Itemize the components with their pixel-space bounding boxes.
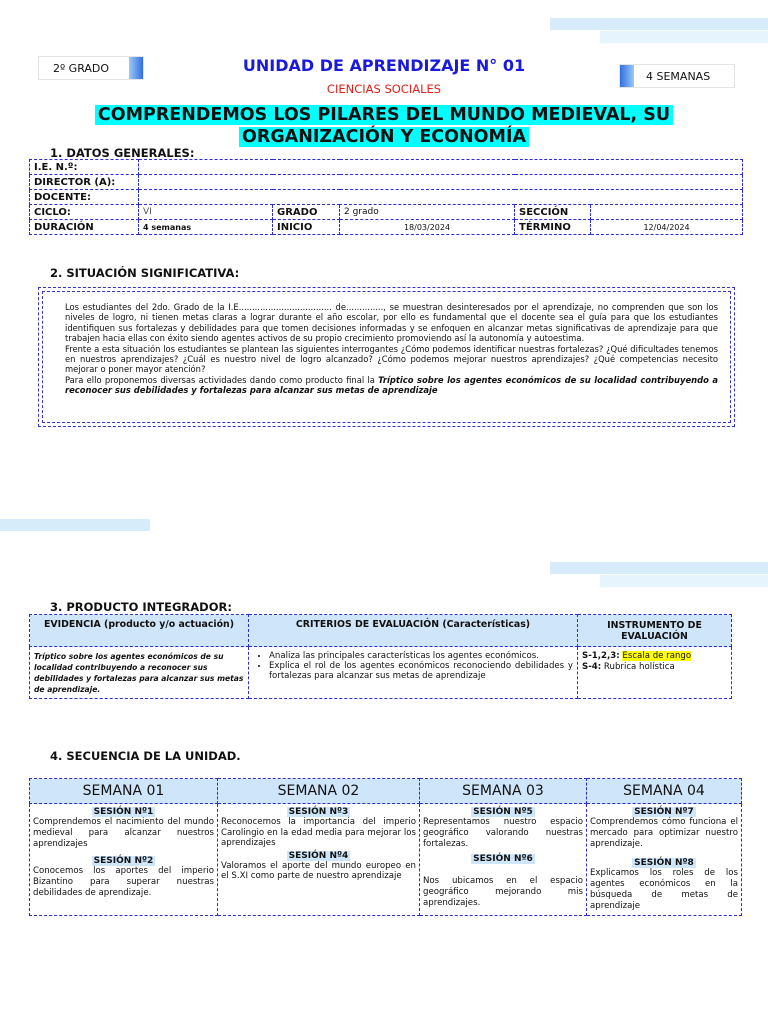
- termino-label: TÉRMINO: [515, 220, 591, 235]
- section-title-datos-generales: 1. DATOS GENERALES:: [50, 146, 195, 160]
- session-1-text: Comprendemos el nacimiento del mundo medieval para alcanzar nuestros aprendizajes: [33, 817, 214, 849]
- course-name: CIENCIAS SOCIALES: [326, 82, 442, 96]
- list-item: • Explica el rol de los agentes económicos reconociendo debilidades y fortalezas para alcanzar sus metas de aprendizaje: [269, 661, 573, 681]
- session-title: [221, 851, 416, 861]
- main-title-line-2: ORGANIZACIÓN Y ECONOMÍA: [239, 127, 529, 147]
- docente-value: [139, 190, 743, 205]
- section-title-producto: 3. PRODUCTO INTEGRADOR:: [50, 600, 232, 614]
- session-6-name: SESIÓN Nº6: [473, 854, 533, 864]
- decorative-band-top-2: [600, 31, 768, 43]
- ciclo-label: CICLO:: [30, 205, 139, 220]
- session-2-name: SESIÓN Nº2: [93, 856, 154, 866]
- instrumento-line-2: [582, 662, 727, 673]
- duracion-value: 4 semanas: [139, 220, 273, 235]
- instrumento-line-1: [582, 651, 727, 662]
- producto-table: [29, 614, 732, 699]
- session-title: [33, 807, 214, 817]
- weeks-badge-label: 4 SEMANAS: [646, 69, 711, 83]
- session-7-text: Comprendemos cómo funciona el mercado para optimizar nuestro aprendizaje.: [590, 817, 738, 849]
- table-row: [30, 175, 743, 190]
- table-row: [30, 804, 742, 916]
- inicio-label: INICIO: [273, 220, 340, 235]
- session-3-name: SESIÓN Nº3: [288, 807, 349, 817]
- seccion-value: [591, 205, 743, 220]
- situacion-box-outer: [38, 287, 735, 427]
- session-5-name: SESIÓN Nº5: [473, 807, 533, 817]
- session-title: [423, 807, 583, 817]
- situacion-product-name: Tríptico sobre los agentes económicos de su localidad contribuyendo a reconocer sus debilidades y fortalezas para alcanzar sus metas de aprendizaje: [65, 374, 718, 396]
- instrumento-2-label: S-4:: [582, 662, 602, 672]
- session-4-name: SESIÓN Nº4: [288, 850, 349, 861]
- instrumento-cell: [578, 647, 732, 699]
- session-7-name: SESIÓN Nº7: [634, 807, 694, 817]
- section-title-situacion: 2. SITUACIÓN SIGNIFICATIVA:: [50, 266, 240, 280]
- table-row: [30, 220, 743, 235]
- session-1-name: SESIÓN Nº1: [93, 807, 154, 817]
- list-item: • Analiza las principales características los agentes económicos.: [269, 651, 573, 661]
- criterios-cell: [249, 647, 578, 699]
- director-value: [139, 175, 743, 190]
- decorative-band-mid-right-2: [600, 575, 768, 587]
- table-header-row: [30, 779, 742, 804]
- secuencia-table: [29, 778, 742, 916]
- datos-generales-table: [29, 159, 743, 235]
- session-title: [33, 856, 214, 866]
- inicio-value: 18/03/2024: [340, 220, 515, 235]
- duracion-label: DURACIÓN: [30, 220, 139, 235]
- week-2-header: SEMANA 02: [218, 779, 420, 804]
- week-4-cell: [587, 804, 742, 916]
- session-title: [423, 854, 583, 864]
- grado-value: 2 grado: [340, 205, 515, 220]
- ie-value: [139, 160, 743, 175]
- decorative-band-mid-left: [0, 519, 150, 531]
- main-title: [0, 104, 768, 148]
- situacion-paragraph-2: Frente a esta situación los estudiantes se plantean las siguientes interrogantes ¿Cómo podemos identificar nuestras fortalezas? ¿Qué dificultades tenemos en nuestros aprendizajes? ¿Cuál es nuestro nivel de logro alcanzado? ¿Cómo podemos mejorar nuestros aprendizajes? ¿Qué competencias necesito mejorar o poner mayor atención?: [65, 343, 718, 375]
- situacion-paragraph-3: [65, 375, 718, 396]
- seccion-label: SECCIÓN: [515, 205, 591, 220]
- week-2-cell: [218, 804, 420, 916]
- session-6-text: Nos ubicamos en el espacio geográfico mejorando mis aprendizajes.: [423, 876, 583, 908]
- session-title: [590, 807, 738, 817]
- instrumento-2-value: Rubrica holística: [603, 662, 675, 672]
- session-title: [590, 858, 738, 868]
- situacion-box: [42, 291, 731, 423]
- unit-title: UNIDAD DE APRENDIZAJE N° 01: [242, 56, 526, 75]
- ciclo-value: VI: [139, 205, 273, 220]
- criterios-list: [253, 651, 573, 681]
- decorative-band-top: [550, 18, 768, 30]
- table-row: [30, 160, 743, 175]
- termino-value: 12/04/2024: [591, 220, 743, 235]
- evidencia-text: Tríptico sobre los agentes económicos de su localidad contribuyendo a reconocer sus debilidades y fortalezas para alcanzar sus metas de aprendizaje.: [34, 652, 244, 694]
- table-header-row: [30, 615, 732, 647]
- table-row: [30, 647, 732, 699]
- session-3-text: Reconocemos la importancia del imperio Carolingio en la edad media para mejorar los aprendizajes: [221, 817, 416, 848]
- ie-label: I.E. N.º:: [30, 160, 139, 175]
- session-5-text: Representamos nuestro espacio geográfico valorando nuestras fortalezas.: [423, 817, 583, 849]
- table-row: [30, 205, 743, 220]
- week-3-header: SEMANA 03: [420, 779, 587, 804]
- week-1-cell: [30, 804, 218, 916]
- session-4-text: Valoramos el aporte del mundo europeo en el S.XI como parte de nuestro aprendizaje: [221, 860, 416, 881]
- session-title: [221, 807, 416, 817]
- grado-label: GRADO: [273, 205, 340, 220]
- situacion-paragraph-3-text: Para ello proponemos diversas actividades dando como producto final la: [65, 374, 379, 385]
- header-criterios: CRITERIOS DE EVALUACIÓN (Características): [249, 615, 578, 647]
- week-3-cell: [420, 804, 587, 916]
- situacion-paragraph-1: Los estudiantes del 2do. Grado de la I.E................................... de.............., se muestran desinteresados por el aprendizaje, no comprenden que son los niveles de logro, ni tienen metas claras a lograr durante el año escolar, por ello es fundamental que el docente sea el guía para que los estudiantes identifiquen sus fortalezas y debilidades para que tomen decisiones informadas y se enfoquen en alcanzar metas significativas de aprendizaje para que trabajen hacia ellas con éxito siendo agentes activos de su propio crecimiento promoviendo así la autonomía y autoestima.: [65, 302, 718, 344]
- docente-label: DOCENTE:: [30, 190, 139, 205]
- decorative-band-mid-right: [550, 562, 768, 574]
- header-instrumento: INSTRUMENTO DE EVALUACIÓN: [578, 615, 732, 647]
- week-4-header: SEMANA 04: [587, 779, 742, 804]
- table-row: [30, 190, 743, 205]
- main-title-line-1: COMPRENDEMOS LOS PILARES DEL MUNDO MEDIEVAL, SU: [95, 105, 673, 125]
- session-8-name: SESIÓN Nº8: [634, 858, 694, 868]
- director-label: DIRECTOR (A):: [30, 175, 139, 190]
- evidencia-cell: [30, 647, 249, 699]
- session-8-text: Explicamos los roles de los agentes económicos en la búsqueda de metas de aprendizaje: [590, 868, 738, 911]
- session-2-text: Conocemos los aportes del imperio Bizantino para superar nuestras debilidades de aprendizaje.: [33, 866, 214, 898]
- header-evidencia: EVIDENCIA (producto y/o actuación): [30, 615, 249, 647]
- section-title-secuencia: 4. SECUENCIA DE LA UNIDAD.: [50, 749, 241, 763]
- instrumento-1-label: S-1,2,3:: [582, 651, 620, 661]
- instrumento-1-value: Escala de rango: [622, 651, 692, 661]
- week-1-header: SEMANA 01: [30, 779, 218, 804]
- grade-badge-label: 2º GRADO: [53, 61, 110, 75]
